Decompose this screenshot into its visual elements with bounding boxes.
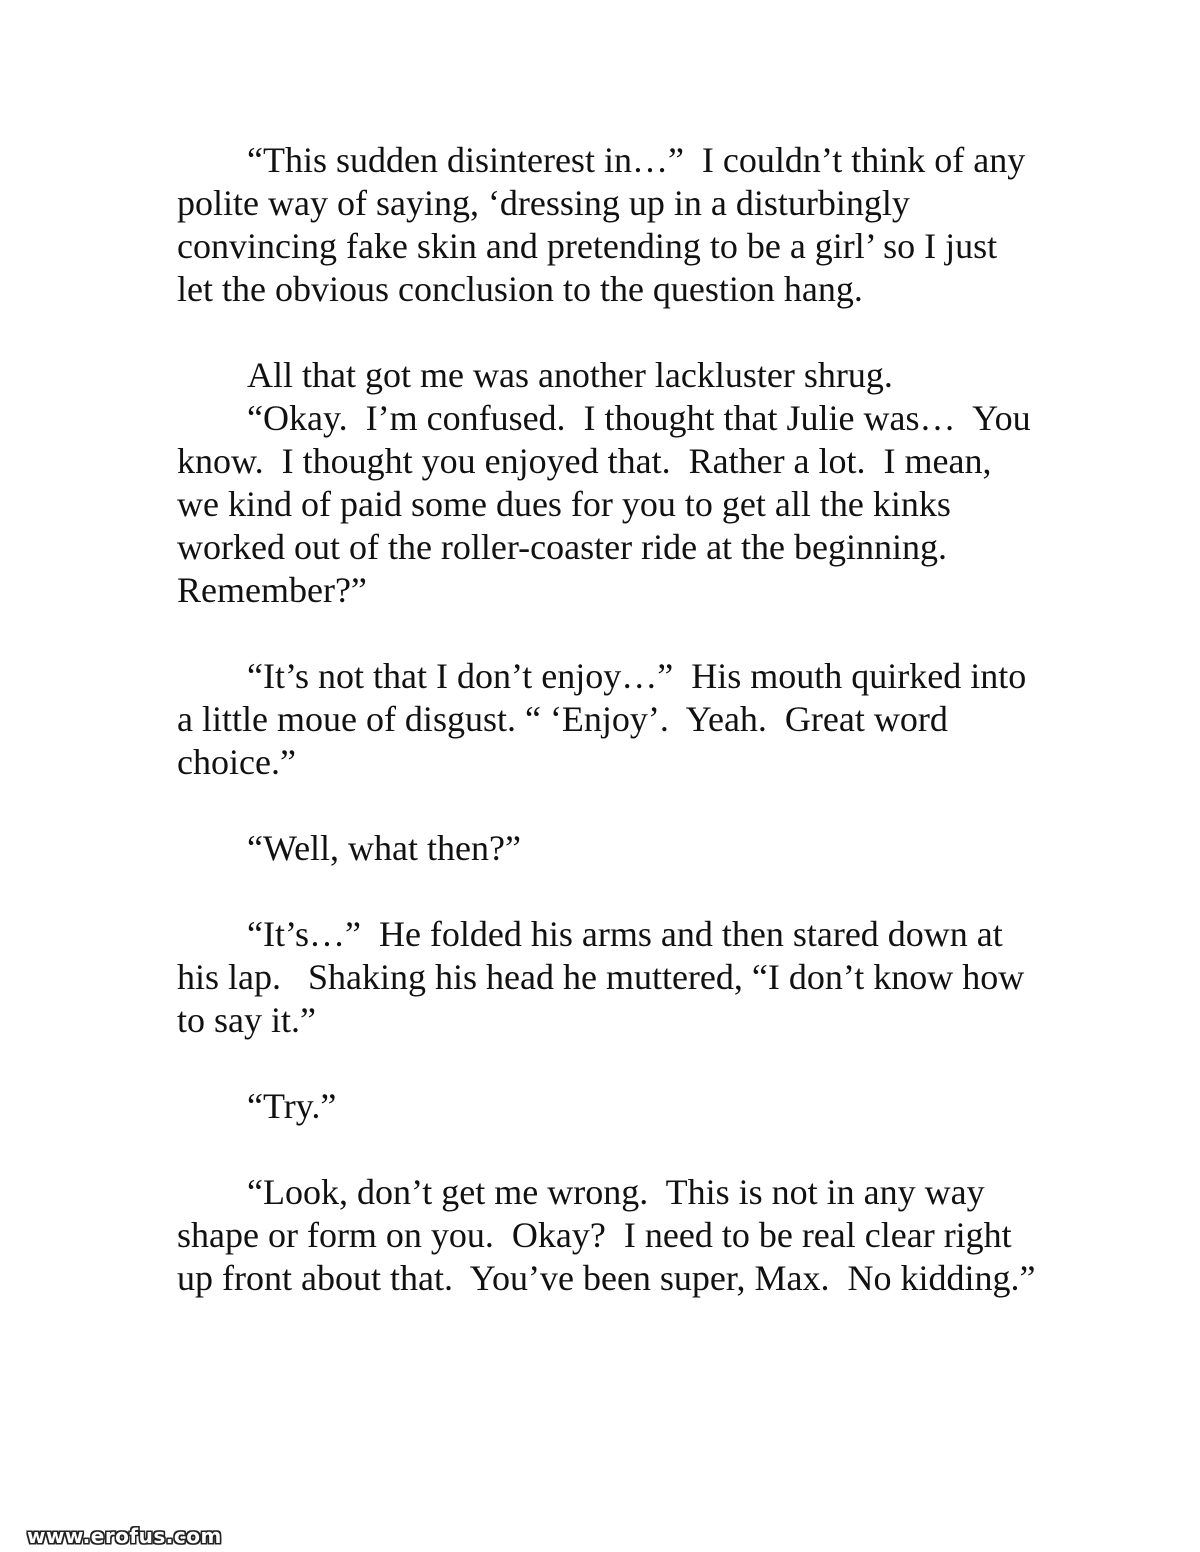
paragraph-gap	[177, 612, 1037, 655]
paragraph-5: “Well, what then?”	[247, 828, 521, 868]
paragraph-1: “This sudden disinterest in…” I couldn’t think of any polite way of saying, ‘dressing up in a disturbingly convincing fake skin and pretending to be a girl’ so I just let the obvious conclusion to the question hang.	[177, 140, 1035, 309]
story-text	[177, 139, 1040, 1300]
paragraph-gap	[177, 1128, 1037, 1171]
paragraph-8: “Look, don’t get me wrong. This is not in any way shape or form on you. Okay? I need to be real clear right up front about that. You’ve been super, Max. No kidding.”	[177, 1172, 1036, 1298]
paragraph-4: “It’s not that I don’t enjoy…” His mouth quirked into a little moue of disgust. “ ‘Enjoy’. Yeah. Great word choice.”	[177, 656, 1036, 782]
paragraph-7: “Try.”	[247, 1086, 337, 1126]
paragraph-gap	[177, 311, 1037, 354]
paragraph-2: All that got me was another lackluster shrug.	[247, 355, 893, 395]
paragraph-6: “It’s…” He folded his arms and then stared down at his lap. Shaking his head he muttered, “I don’t know how to say it.”	[177, 914, 1034, 1040]
paragraph-gap	[177, 1042, 1037, 1085]
site-watermark: www.erofus.com	[27, 1524, 222, 1548]
paragraph-gap	[177, 870, 1037, 913]
paragraph-3: “Okay. I’m confused. I thought that Julie was… You know. I thought you enjoyed that. Rather a lot. I mean, we kind of paid some dues for you to get all the kinks worked out of the roller-coaster ride at the beginning. Remember?”	[177, 398, 1040, 610]
paragraph-gap	[177, 784, 1037, 827]
